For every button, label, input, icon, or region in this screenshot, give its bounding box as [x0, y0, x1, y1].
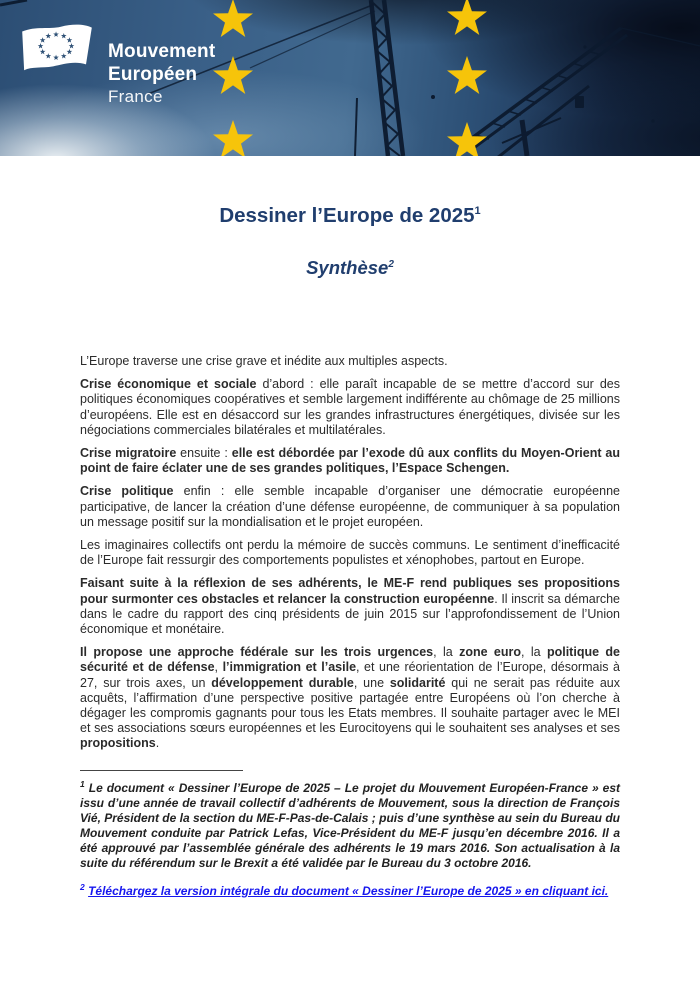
footnote-2-marker: 2	[80, 882, 85, 892]
logo-line1: Mouvement	[108, 41, 216, 62]
footnote-ref-2: 2	[388, 258, 394, 270]
paragraph: Il propose une approche fédérale sur les trois urgences, la zone euro, la politique de sécurité et de défense, l’immigration et l’asile, et une réorientation de l’Europe, désormais à 27, sur trois axes, un développement durable, une solidarité qui ne serait pas réduite aux acquêts, l’affirmation d’une perspective positive partagée entre Européens où l’on cherche à dégager les compromis gagnants pour tous les Etats membres. Il souhaite partager avec le MEI et ses associations sœurs européennes et les Eurocitoyens qui le souhaitent ses analyses et ses propositions.	[80, 645, 620, 751]
eu-star-icon	[447, 56, 487, 94]
paragraph: Les imaginaires collectifs ont perdu la mémoire de succès communs. Le sentiment d’inefficacité de l’Europe fait ressurgir des comportements populistes et xénophobes, partout en Europe.	[80, 538, 620, 568]
document-body	[0, 198, 700, 752]
logo-line2: Européen	[108, 64, 198, 85]
footnotes	[80, 770, 620, 900]
eu-star-icon	[213, 120, 253, 156]
eu-star-icon	[447, 122, 487, 156]
body-text	[80, 354, 620, 752]
download-link[interactable]: Téléchargez la version intégrale du document « Dessiner l’Europe de 2025 » en cliquant ici.	[88, 884, 609, 898]
paragraph: Crise migratoire ensuite : elle est débordée par l’exode dû aux conflits du Moyen-Orient au point de faire éclater une de ses grandes politiques, l’Espace Schengen.	[80, 446, 621, 476]
footnote-1-marker: 1	[80, 779, 85, 789]
header-banner	[0, 0, 700, 156]
footnote-1-text: Le document « Dessiner l’Europe de 2025 – Le projet du Mouvement Européen-France » est issu d’une année de travail collectif d’adhérents de Mouvement, sous la direction de François Vié, Président de la section du ME-F-Pas-de-Calais ; puis d’une synthèse au sein du Bureau du Mouvement conduite par Patrick Lefas, Vice-Président du ME-F jusqu’en décembre 2016. Il a été approuvé par l’assemblée générale des adhérents le 19 mars 2016. Son actualisation à la suite du référendum sur le Brexit a été validée par le Bureau du 3 octobre 2016.	[80, 781, 621, 870]
paragraph: Faisant suite à la réflexion de ses adhérents, le ME-F rend publiques ses propositions pour surmonter ces obstacles et relancer la construction européenne. Il inscrit sa démarche dans le cadre du rapport des cinq présidents de juin 2015 sur l’approfondissement de l’Union économique et monétaire.	[80, 576, 621, 637]
footnote-2	[80, 880, 620, 900]
paragraph: Crise économique et sociale d’abord : elle paraît incapable de se mettre d’accord sur des politiques économiques coopératives et semble largement indifférente au chômage de 25 millions d’européens. Elle est en désaccord sur les grandes infrastructures énergétiques, divisée sur les négociations commerciales bilatérales et multilatérales.	[80, 377, 620, 437]
subtitle-text: Synthèse	[306, 256, 389, 278]
page-title	[80, 198, 620, 229]
eu-stars	[213, 0, 487, 156]
title-text: Dessiner l’Europe de 2025	[219, 203, 475, 227]
eu-flag-icon	[16, 18, 98, 76]
paragraph: L’Europe traverse une crise grave et inédite aux multiples aspects.	[80, 353, 448, 368]
logo	[16, 18, 215, 105]
eu-star-icon	[213, 56, 253, 94]
eu-star-icon	[213, 0, 253, 37]
eu-star-icon	[447, 0, 487, 35]
footnote-ref-1: 1	[474, 205, 481, 217]
footnote-separator	[80, 770, 243, 771]
logo-text	[108, 42, 215, 105]
page-subtitle	[80, 253, 620, 280]
logo-line3: France	[108, 87, 163, 106]
paragraph: Crise politique enfin : elle semble incapable d’organiser une démocratie européenne participative, de lancer la création d’une défense européenne, de communiquer à sa population un message positif sur la mondialisation et le projet européen.	[80, 484, 620, 529]
footnote-1	[80, 777, 620, 871]
